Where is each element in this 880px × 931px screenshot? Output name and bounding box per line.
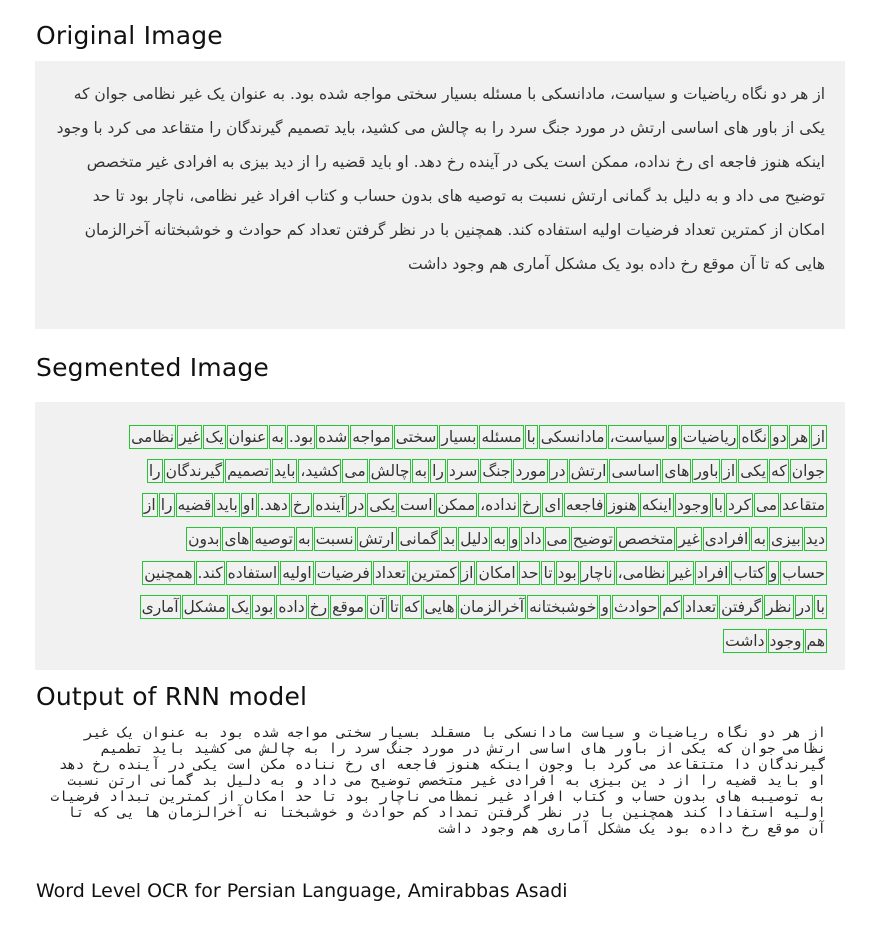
segmented-word-box: کرد [726, 493, 753, 517]
segmented-word-box: تا [541, 561, 554, 585]
segmented-word-box: به [751, 527, 768, 551]
segmented-word-box: های [662, 459, 691, 483]
segmented-word-box: یک [203, 425, 225, 449]
segmented-word-box: کشید، [298, 459, 341, 483]
segmented-word-box: توضیح [571, 527, 615, 551]
rnn-output-text: از هر دو نگاه ریاضیات و سیاست مادانسکی با مسقلد بسیار سختی مواجه شده بود به عنوان یک غیر نظامی جوان که یکی از باور های اساسی ارتش در مورد جنگ سرد را به چالش می کشید باید تطمیم گیرندگان دا متتقاعد می کرد با وجون اینکه هنوز فاجعه ای رخ نناده مکن است یکی در آینده رخ دهد او باید قضیه را از د ین بیزی به افرادی غیر متخصص توضیح می داد و به دلیل بد گمانی ارتن نسبت به توصیبه های بدون حساب و کتاب افراد غیر نمظامی ناچار بود تا حد امکان از کمترین تبداد فرضیات اولیه استفادا کند همچنین با در نظر گرفتن تمداد کم حوادث و خوشبختا نه آخرالزمان ها یی که تا آن موقع رخ داده بود یک مشکل آماری هم وجود داشت [50, 725, 826, 837]
segmented-word-box: خوشبختانه [527, 595, 598, 619]
segmented-line [53, 453, 827, 487]
segmented-word-box: او [241, 493, 257, 517]
segmented-word-box: تعداد [373, 561, 408, 585]
original-image-panel [35, 61, 845, 329]
segmented-word-box: با [525, 425, 538, 449]
segmented-line [53, 589, 827, 623]
segmented-word-box: شده [316, 425, 349, 449]
segmented-word-box: اینکه [640, 493, 674, 517]
segmented-word-box: داشت [723, 629, 766, 653]
segmented-word-box: هنوز [606, 493, 638, 517]
segmented-word-box: نظر [764, 595, 794, 619]
segmented-word-box: یکی [367, 493, 397, 517]
segmented-word-box: باید [214, 493, 240, 517]
segmented-word-box: چالش [369, 459, 412, 483]
segmented-image-panel [35, 402, 845, 670]
segmented-word-box: نظامی [129, 425, 176, 449]
segmented-word-box: به [491, 527, 508, 551]
segmented-word-box: هایی [423, 595, 457, 619]
segmented-word-box: ممکن [436, 493, 478, 517]
segmented-line [53, 487, 827, 521]
segmented-word-box: وجود [768, 629, 804, 653]
segmented-word-box: باور [692, 459, 720, 483]
segmented-word-box: بدون [186, 527, 221, 551]
segmented-word-box: یکی [738, 459, 768, 483]
segmented-word-box: گیرندگان [164, 459, 225, 483]
segmented-word-box: از [811, 425, 827, 449]
segmented-word-box: استفاده [226, 561, 280, 585]
segmented-word-box: که [769, 459, 789, 483]
segmented-word-box: و [668, 425, 680, 449]
segmented-word-box: افرادی [703, 527, 751, 551]
segmented-word-box: ارتش [569, 459, 609, 483]
segmented-word-box: نداده، [478, 493, 519, 517]
segmented-word-box: نظامی، [616, 561, 668, 585]
segmented-word-box: در [549, 459, 567, 483]
segmented-word-box: حد [519, 561, 541, 585]
segmented-word-box: آینده [313, 493, 347, 517]
segmented-word-box: از [460, 561, 476, 585]
segmented-word-box: گمانی [398, 527, 440, 551]
segmented-word-box: سرد [447, 459, 479, 483]
segmented-line [53, 521, 827, 555]
segmented-word-box: ای [542, 493, 562, 517]
segmented-word-box: رخ [308, 595, 330, 619]
segmented-word-box: مسئله [479, 425, 523, 449]
segmented-word-box: را [159, 493, 175, 517]
segmented-word-box: می [545, 527, 570, 551]
segmented-word-box: در [795, 595, 813, 619]
segmented-word-box: و [768, 561, 780, 585]
segmented-word-box: که [402, 595, 422, 619]
segmented-word-box: همچنین [142, 561, 194, 585]
segmented-word-box: بود. [287, 425, 315, 449]
segmented-word-box: گرفتن [719, 595, 763, 619]
segmented-word-box: افراد [695, 561, 730, 585]
segmented-word-box: اولیه [280, 561, 314, 585]
segmented-word-box: رخ [291, 493, 313, 517]
segmented-word-box: حوادث [612, 595, 659, 619]
segmented-word-box: داده [276, 595, 306, 619]
segmented-word-box: بسیار [439, 425, 478, 449]
segmented-word-box: مادانسکی [539, 425, 607, 449]
segmented-word-box: حساب [780, 561, 827, 585]
segmented-image-heading: Segmented Image [36, 353, 269, 382]
segmented-word-box: متخصص [616, 527, 675, 551]
segmented-word-box: دلیل [458, 527, 490, 551]
segmented-word-box: تعداد [683, 595, 718, 619]
rnn-output-heading: Output of RNN model [36, 682, 308, 711]
segmented-word-box: هم [805, 629, 828, 653]
segmented-word-box: داد [521, 527, 543, 551]
segmented-word-box: غیر [676, 527, 701, 551]
original-image-heading: Original Image [36, 21, 223, 50]
segmented-line [53, 555, 827, 589]
segmented-word-box: از [721, 459, 737, 483]
segmented-word-box: می [754, 493, 779, 517]
segmented-line [53, 623, 827, 657]
segmented-word-box: باید [272, 459, 298, 483]
segmented-word-box: متقاعد [780, 493, 827, 517]
caption: Word Level OCR for Persian Language, Amirabbas Asadi [36, 880, 568, 902]
segmented-word-box: با [814, 595, 827, 619]
segmented-word-box: کمترین [409, 561, 459, 585]
segmented-word-box: با [712, 493, 725, 517]
segmented-word-box: دید [804, 527, 827, 551]
segmented-word-box: سختی [394, 425, 439, 449]
segmented-word-box: موقع [330, 595, 366, 619]
segmented-word-box: بود [252, 595, 275, 619]
segmented-word-box: را [430, 459, 446, 483]
segmented-line [53, 419, 827, 453]
segmented-word-box: فاجعه [564, 493, 606, 517]
segmented-word-box: از [142, 493, 158, 517]
segmented-word-box: غیر [177, 425, 202, 449]
segmented-word-box: کتاب [731, 561, 766, 585]
segmented-word-box: به [412, 459, 429, 483]
segmented-word-box: وجود [675, 493, 711, 517]
segmented-word-box: کند. [196, 561, 225, 585]
segmented-word-box: مواجه [350, 425, 393, 449]
segmented-word-box: دو [770, 425, 788, 449]
segmented-word-box: امکان [476, 561, 517, 585]
segmented-word-box: جنگ [480, 459, 512, 483]
segmented-word-box: قضیه [176, 493, 214, 517]
segmented-word-box: در [348, 493, 366, 517]
segmented-word-box: به [269, 425, 286, 449]
segmented-word-box: نسبت [314, 527, 356, 551]
original-persian-paragraph: از هر دو نگاه ریاضیات و سیاست، مادانسکی با مسئله بسیار سختی مواجه شده بود. به عنوان یک غیر نظامی جوان که یکی از باور های اساسی ارتش در مورد جنگ سرد را به چالش می کشید، باید تصمیم گیرندگان را متقاعد می کرد با وجود اینکه هنوز فاجعه ای رخ نداده، ممکن است یکی در آینده رخ دهد. او باید قضیه را از دید بیزی به افرادی غیر متخصص توضیح می داد و به دلیل بد گمانی ارتش نسبت به توصیه های بدون حساب و کتاب افراد غیر نظامی، ناچار بود تا حد امکان از کمترین تعداد فرضیات اولیه استفاده کند. همچنین با در نظر گرفتن تعداد کم حوادث و خوشبختانه آخرالزمان هایی که تا آن موقع رخ داده بود یک مشکل آماری هم وجود داشت [56, 85, 825, 273]
segmented-word-box: جوان [790, 459, 827, 483]
segmented-word-box: سیاست، [608, 425, 668, 449]
segmented-word-box: مورد [513, 459, 548, 483]
segmented-word-box: بیزی [769, 527, 803, 551]
segmented-word-box: فرضیات [315, 561, 372, 585]
segmented-word-box: آماری [140, 595, 181, 619]
segmented-word-box: آن [367, 595, 387, 619]
segmented-word-box: هر [789, 425, 810, 449]
segmented-word-box: کم [660, 595, 682, 619]
segmented-word-box: آخرالزمان [458, 595, 526, 619]
segmented-word-box: یک [229, 595, 251, 619]
segmented-word-box: ارتش [357, 527, 397, 551]
segmented-word-box: نگاه [739, 425, 769, 449]
segmented-word-box: بود [556, 561, 579, 585]
segmented-word-box: غیر [669, 561, 694, 585]
segmented-word-box: و [599, 595, 611, 619]
segmented-word-box: ریاضیات [681, 425, 739, 449]
segmented-word-box: دهد. [258, 493, 290, 517]
segmented-word-box: را [147, 459, 163, 483]
segmented-word-box: های [222, 527, 251, 551]
segmented-word-box: توصیه [252, 527, 294, 551]
segmented-word-box: رخ [520, 493, 542, 517]
segmented-word-box: تا [388, 595, 401, 619]
segmented-word-box: عنوان [227, 425, 269, 449]
segmented-word-box: بد [441, 527, 457, 551]
segmented-word-box: است [398, 493, 435, 517]
segmented-word-box: به [296, 527, 313, 551]
segmented-word-box: می [342, 459, 367, 483]
segmented-word-box: اساسی [609, 459, 661, 483]
segmented-lines [53, 419, 827, 657]
segmented-word-box: و [509, 527, 521, 551]
segmented-word-box: مشکل [182, 595, 228, 619]
segmented-word-box: ناچار [580, 561, 615, 585]
segmented-word-box: تصمیم [225, 459, 271, 483]
